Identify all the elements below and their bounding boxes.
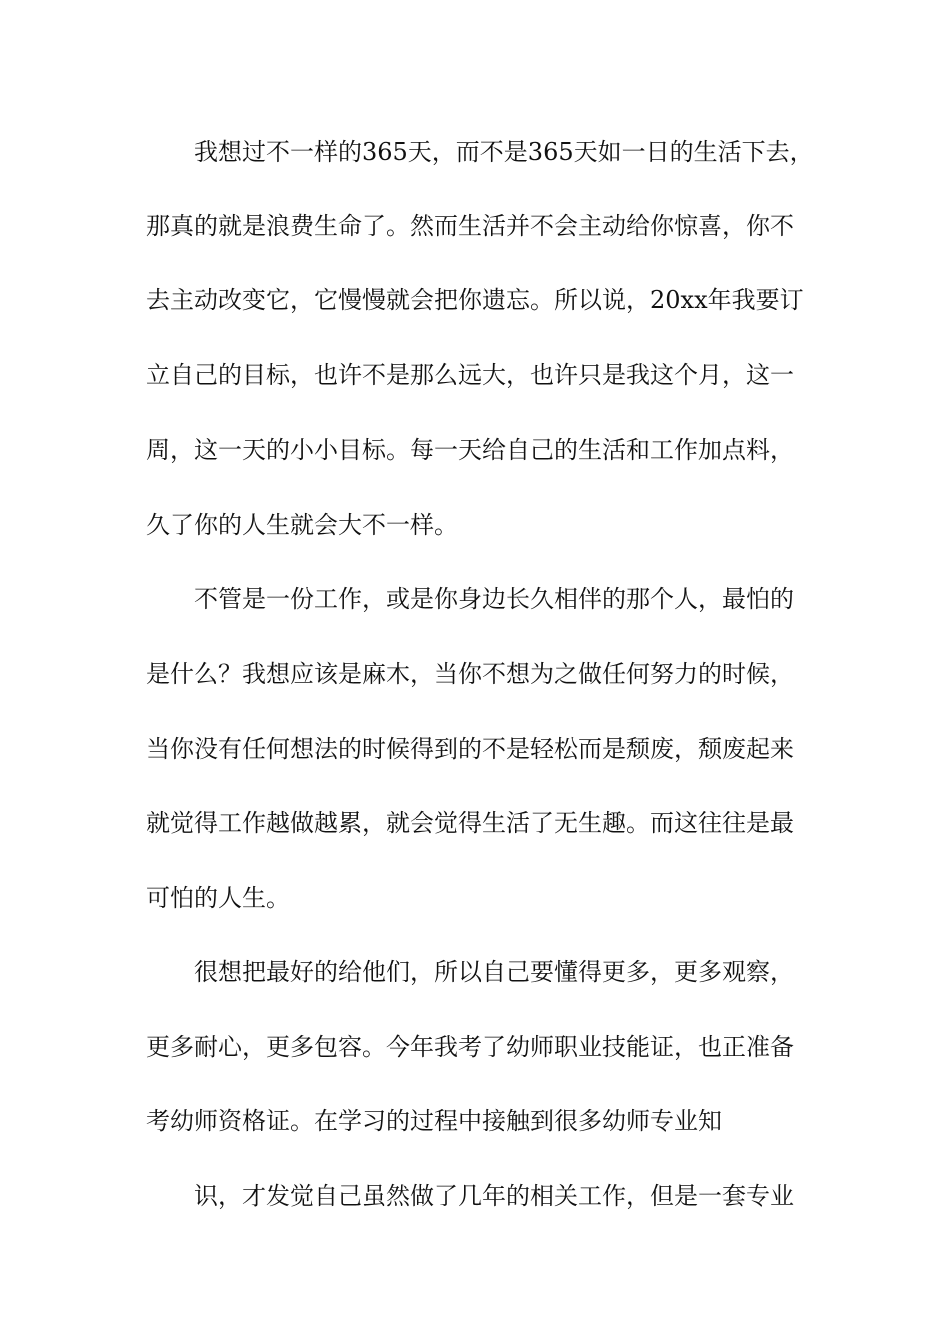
paragraph-2-line-4: 就觉得工作越做越累，就会觉得生活了无生趣。而这往往是最 [146, 809, 794, 837]
paragraph-1-line-4: 立自己的目标，也许不是那么远大，也许只是我这个月，这一 [146, 361, 794, 389]
paragraph-1-line-3: 去主动改变它，它慢慢就会把你遗忘。所以说，20xx年我要订 [146, 286, 804, 314]
paragraph-4-line-1: 识，才发觉自己虽然做了几年的相关工作，但是一套专业 [194, 1182, 794, 1210]
paragraph-2-line-2: 是什么？我想应该是麻木，当你不想为之做任何努力的时候， [146, 660, 794, 688]
paragraph-2-line-3: 当你没有任何想法的时候得到的不是轻松而是颓废，颓废起来 [146, 735, 794, 763]
paragraph-2-line-1: 不管是一份工作，或是你身边长久相伴的那个人，最怕的 [194, 585, 794, 613]
paragraph-1-line-2: 那真的就是浪费生命了。然而生活并不会主动给你惊喜，你不 [146, 212, 794, 240]
paragraph-3-line-2: 更多耐心，更多包容。今年我考了幼师职业技能证，也正准备 [146, 1033, 794, 1061]
paragraph-1-line-1: 我想过不一样的365天，而不是365天如一日的生活下去， [194, 138, 814, 166]
paragraph-1-line-5: 周，这一天的小小目标。每一天给自己的生活和工作加点料， [146, 436, 794, 464]
paragraph-2-line-5: 可怕的人生。 [146, 884, 290, 912]
paragraph-3-line-3: 考幼师资格证。在学习的过程中接触到很多幼师专业知 [146, 1107, 722, 1135]
paragraph-3-line-1: 很想把最好的给他们，所以自己要懂得更多，更多观察， [194, 958, 794, 986]
paragraph-1-line-6: 久了你的人生就会大不一样。 [146, 511, 458, 539]
